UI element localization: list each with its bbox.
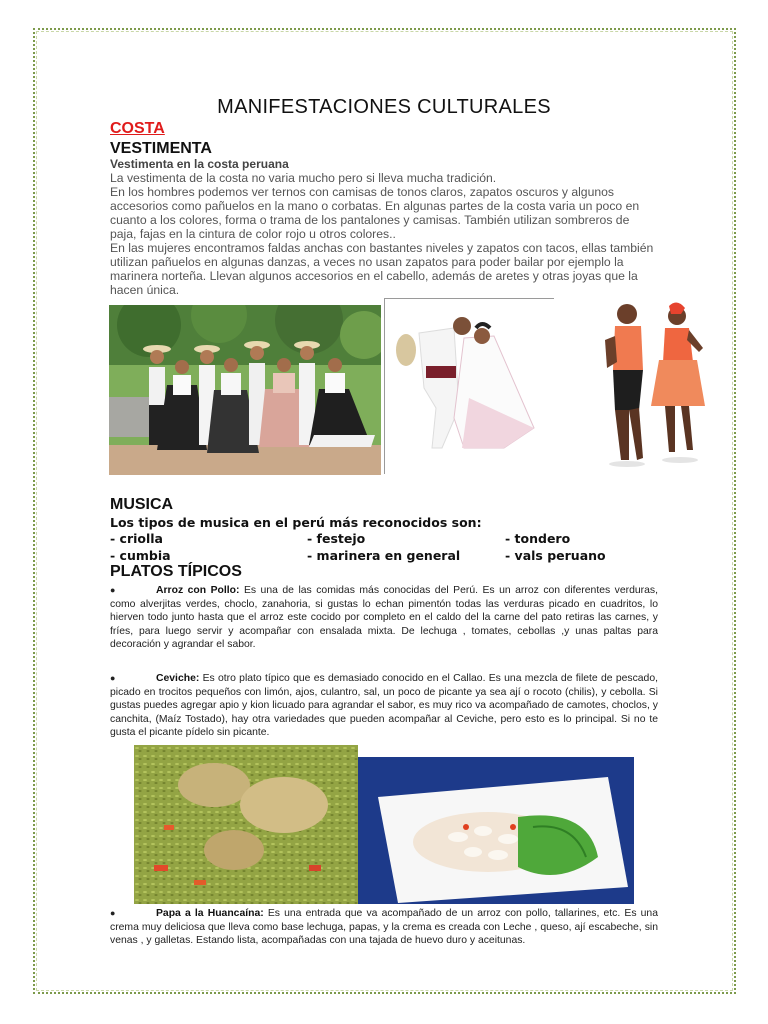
dish-arroz-con-pollo	[110, 584, 658, 652]
music-genre-item: - vals peruano	[505, 548, 606, 563]
dish-name: Ceviche:	[156, 673, 200, 684]
dish-name: Papa a la Huancaína:	[156, 908, 264, 919]
dish-papa-a-la-huancaina	[110, 907, 658, 948]
vestimenta-paragraph: En los hombres podemos ver ternos con camisas de tonos claros, zapatos oscuros y algunos accesorios como pañuelos en la mano o corbatas. En algunas partes de la costa varia un poco en cuanto a los colores, forma o trama de los pantalones y camisas. También utilizan sombreros de paja, fajas en la cintura de color rojo u otros colores..	[110, 185, 640, 241]
arroz-con-pollo-photo	[134, 745, 358, 904]
marinera-dancers-photo	[384, 298, 554, 474]
vestimenta-text	[110, 171, 655, 297]
dish-description: Es otro plato típico que es demasiado conocido en el Callao. Es una mezcla de filete de pescado, picado en trocitos pequeños con limón, ajos, culantro, sal, un poco de picante ya sea ají o rocoto (chilis), y cebolla. Si gustas puedes agregar apio y kion licuado para agrandar el sabor, es muy rico va acompañado de camotes, choclos, y canchita, (Maíz Tostado), hay otra variedades que pueden acompañar al Ceviche, pero esto es lo principal. Si no te gusta el picante pídelo sin picante.	[110, 673, 658, 739]
bullet-icon: ●	[110, 585, 116, 595]
dish-description: Es una entrada que va acompañado de un arroz con pollo, tallarines, etc. Es una crema muy deliciosa que lleva como base lechuga, papas, y la crema es creada con Leche , queso, ají escabeche, sin venas , y galletas. Estando lista, acompañadas con una tajada de huevo duro y aceitunas.	[110, 908, 658, 947]
vestimenta-subheading: Vestimenta en la costa peruana	[110, 157, 289, 171]
platos-heading: PLATOS TÍPICOS	[110, 563, 242, 580]
bullet-icon: ●	[110, 908, 116, 918]
vestimenta-paragraph: La vestimenta de la costa no varia mucho pero si lleva mucha tradición.	[110, 171, 497, 185]
dish-description: Es una de las comidas más conocidas del Perú. Es un arroz con diferentes verduras, como alverjitas verdes, choclo, zanahoria, si gustas lo echan pimentón todas las verduras picado en cuadritos, lo hierven todo junto hasta que el arroz este cocido por completo en el caldo del la carne del pato retiras las carnes, y fríes, para luego servir y acompañar con ensalada mixta. De lechuga , tomates, cebollas ,y unas paltas para decoración y agrandar el sabor.	[110, 585, 658, 651]
dish-ceviche	[110, 672, 658, 740]
music-genre-item: - cumbia	[110, 548, 171, 563]
vestimenta-heading: VESTIMENTA	[110, 140, 212, 157]
bullet-icon: ●	[110, 673, 116, 683]
ceviche-photo	[358, 757, 634, 904]
music-genre-item: - tondero	[505, 531, 571, 546]
music-genre-item: - marinera en general	[307, 548, 461, 563]
page-title: MANIFESTACIONES CULTURALES	[217, 96, 551, 118]
group-costume-photo	[109, 305, 381, 475]
dish-name: Arroz con Pollo:	[156, 585, 240, 596]
festejo-dancers-photo	[585, 300, 715, 470]
vestimenta-paragraph: En las mujeres encontramos faldas anchas con bastantes niveles y zapatos con tacos, ellas también utilizan pañuelos en algunas danzas, a veces no usan zapatos para poder bailar por ejemplo la marinera norteña. Llevan algunos accesorios en el cabello, además de aretes y otras joyas que la hacen única.	[110, 241, 654, 297]
musica-intro: Los tipos de musica en el perú más reconocidos son:	[110, 515, 482, 530]
musica-heading: MUSICA	[110, 496, 174, 513]
region-heading: COSTA	[110, 120, 165, 137]
music-genre-item: - criolla	[110, 531, 163, 546]
music-genre-item: - festejo	[307, 531, 366, 546]
